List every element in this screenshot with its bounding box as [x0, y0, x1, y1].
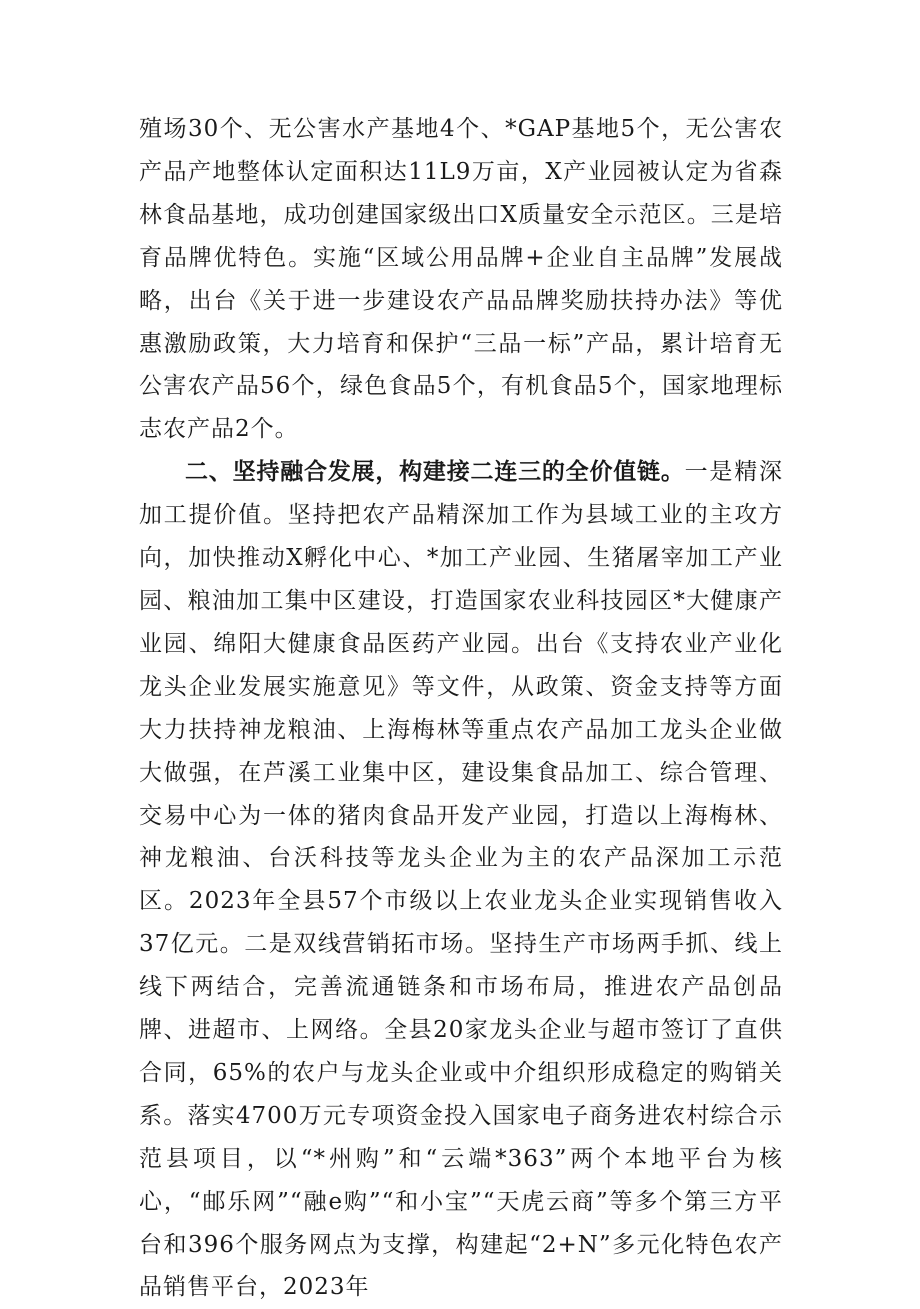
- section-body: 一是精深加工提价值。坚持把农产品精深加工作为县域工业的主攻方向，加快推动X孵化中心、*加工产业园、生猪屠宰加工产业园、粮油加工集中区建设，打造国家农业科技园区*大健康产业园、绵阳大健康食品医药产业园。出台《支持农业产业化龙头企业发展实施意见》等文件，从政策、资金支持等方面大力扶持神龙粮油、上海梅林等重点农产品加工龙头企业做大做强，在芦溪工业集中区，建设集食品加工、综合管理、交易中心为一体的猪肉食品开发产业园，打造以上海梅林、神龙粮油、台沃科技等龙头企业为主的农产品深加工示范区。2023年全县57个市级以上农业龙头企业实现销售收入37亿元。二是双线营销拓市场。坚持生产市场两手抓、线上线下两结合，完善流通链条和市场布局，推进农产品创品牌、进超市、上网络。全县20家龙头企业与超市签订了直供合同，65%的农户与龙头企业或中介组织形成稳定的购销关系。落实4700万元专项资金投入国家电子商务进农村综合示范县项目，以“*州购”和“云端*363”两个本地平台为核心，“邮乐网”“融e购”“和小宝”“天虎云商”等多个第三方平台和396个服务网点为支撑，构建起“2+N”多元化特色农产品销售平台，2023年: [139, 459, 784, 1301]
- section-heading: 二、坚持融合发展，构建接二连三的全价值链。: [185, 459, 685, 486]
- paragraph-section-two: [139, 451, 783, 1309]
- paragraph-continued: 殖场30个、无公害水产基地4个、*GAP基地5个，无公害农产品产地整体认定面积达11L9万亩，X产业园被认定为省森林食品基地，成功创建国家级出口X质量安全示范区。三是培育品牌优特色。实施“区域公用品牌+企业自主品牌”发展战略，出台《关于进一步建设农产品品牌奖励扶持办法》等优惠激励政策，大力培育和保护“三品一标”产品，累计培育无公害农产品56个，绿色食品5个，有机食品5个，国家地理标志农产品2个。: [139, 116, 783, 443]
- document-body: [139, 108, 783, 1309]
